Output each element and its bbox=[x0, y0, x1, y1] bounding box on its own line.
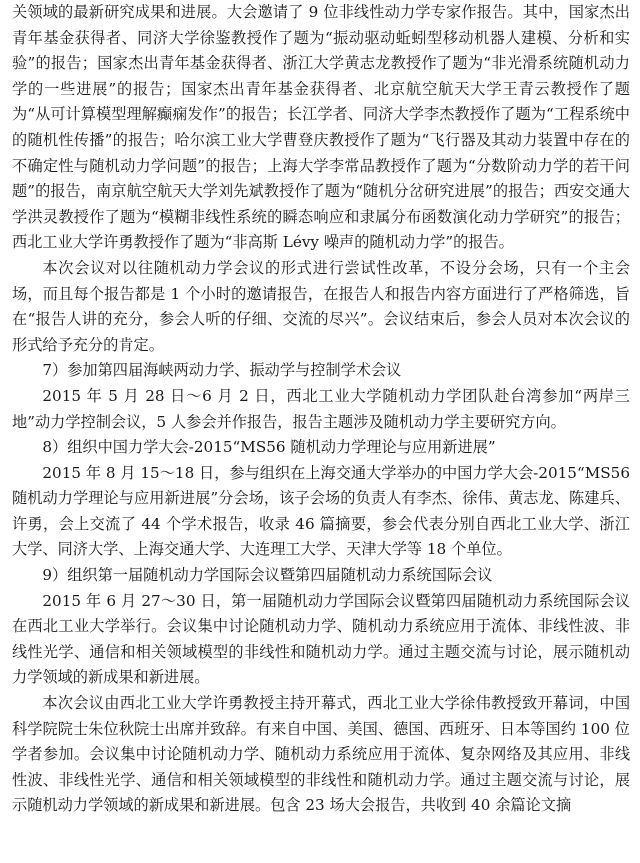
paragraph-item-9-details: 本次会议由西北工业大学许勇教授主持开幕式，西北工业大学徐伟教授致开幕词，中国科学院院士朱位秋院士出席并致辞。有来自中国、美国、德国、西班牙、日本等国约 100 位学者参加。会议集中讨论随机动力学、随机动力系统应用于流体、复杂网络及其应用、非线性波、非线性光学、通信和相关领域模型的非线性和随机动力学。通过主题交流与讨论，展示随机动力学领域的新成果和新进展。包含 23 场大会报告，共收到 40 余篇论文摘 bbox=[12, 694, 630, 815]
paragraph-meeting-format: 本次会议对以往随机动力学会议的形式进行尝试性改革，不设分会场，只有一个主会场，而且每个报告都是 1 个小时的邀请报告，在报告人和报告内容方面进行了严格筛选，旨在“报告人讲的充分，参会人听的仔细、交流的尽兴”。会议结束后，参会人员对本次会议的形式给予充分的肯定。 bbox=[12, 258, 630, 354]
heading-item-8: 8）组织中国力学大会-2015“MS56 随机动力学理论与应用新进展” bbox=[42, 438, 496, 457]
heading-item-9: 9）组织第一届随机动力学国际会议暨第四届随机动力系统国际会议 bbox=[42, 566, 493, 585]
paragraph-item-7: 2015 年 5 月 28 日～6 月 2 日，西北工业大学随机动力学团队赴台湾参加“两岸三地”动力学控制会议，5 人参会并作报告，报告主题涉及随机动力学主要研究方向。 bbox=[12, 386, 630, 431]
document-page bbox=[12, 0, 630, 819]
paragraph-item-9: 2015 年 6 月 27～30 日，第一届随机动力学国际会议暨第四届随机动力系统国际会议在西北工业大学举行。会议集中讨论随机动力学、随机动力系统应用于流体、非线性波、非线性光学、通信和相关领域模型的非线性和随机动力学。通过主题交流与讨论，展示随机动力学领域的新成果和新进展。 bbox=[12, 591, 630, 687]
paragraph-invited-talks: 关领域的最新研究成果和进展。大会邀请了 9 位非线性动力学专家作报告。其中，国家杰出青年基金获得者、同济大学徐鉴教授作了题为“振动驱动蚯蚓型移动机器人建模、分析和实验”的报告；国家杰出青年基金获得者、浙江大学黄志龙教授作了题为“非光滑系统随机动力学的一些进展”的报告；国家杰出青年基金获得者、北京航空航天大学王青云教授作了题为“从可计算模型理解癫痫发作”的报告；长江学者、同济大学李杰教授作了题为“工程系统中的随机性传播”的报告；哈尔滨工业大学曹登庆教授作了题为“飞行器及其动力装置中存在的不确定性与随机动力学问题”的报告；上海大学李常品教授作了题为“分数阶动力学的若干问题”的报告，南京航空航天大学刘先斌教授作了题为“随机分岔研究进展”的报告；西安交通大学洪灵教授作了题为“模糊非线性系统的瞬态响应和隶属分布函数演化动力学研究”的报告；西北工业大学许勇教授作了题为“非高斯 Lévy 噪声的随机动力学”的报告。 bbox=[12, 3, 630, 252]
paragraph-item-8: 2015 年 8 月 15～18 日，参与组织在上海交通大学举办的中国力学大会-2015“MS56 随机动力学理论与应用新进展”分会场，该子会场的负责人有李杰、徐伟、黄志龙、陈建兵、许勇，会上交流了 44 个学术报告，收录 46 篇摘要，参会代表分别自西北工业大学、浙江大学、同济大学、上海交通大学、大连理工大学、天津大学等 18 个单位。 bbox=[12, 463, 631, 559]
heading-item-7: 7）参加第四届海峡两动力学、振动学与控制学术会议 bbox=[42, 361, 402, 380]
